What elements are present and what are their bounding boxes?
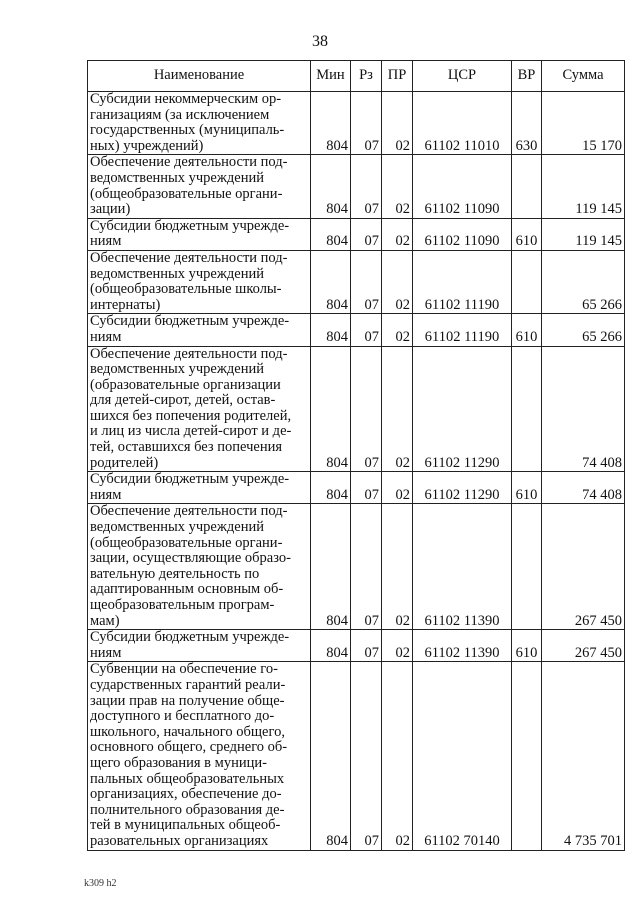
header-name: Наименование	[88, 61, 311, 92]
header-csr: ЦСР	[413, 61, 512, 92]
cell-name: Обеспечение деятельности под- ведомственных учреждений (образовательные организации для детей-сирот, детей, остав- шихся без попечения родителей, и лиц из числа детей-сирот и де- тей, оставшихся без попечения родителей)	[88, 346, 311, 472]
header-pr: ПР	[382, 61, 413, 92]
cell-name: Субсидии некоммерческим ор- ганизациям (за исключением государственных (муниципаль- ных) учреждений)	[88, 92, 311, 155]
footer-code: k309 h2	[84, 878, 117, 889]
cell-pr: 02	[382, 314, 413, 346]
cell-csr: 61102 11190	[413, 250, 512, 313]
cell-csr: 61102 11090	[413, 218, 512, 250]
cell-rz: 07	[351, 472, 382, 504]
cell-pr: 02	[382, 346, 413, 472]
cell-csr: 61102 11290	[413, 346, 512, 472]
cell-sum: 119 145	[542, 218, 625, 250]
cell-name: Субсидии бюджетным учрежде- ниям	[88, 314, 311, 346]
cell-rz: 07	[351, 218, 382, 250]
cell-name: Обеспечение деятельности под- ведомственных учреждений (общеобразовательные органи- зации, осуществляющие образо- вательную деятельность по адаптированным основным об- щеобразовательным програм- мам)	[88, 504, 311, 630]
cell-pr: 02	[382, 250, 413, 313]
cell-vr	[512, 155, 542, 218]
cell-csr: 61102 11010	[413, 92, 512, 155]
table-row	[88, 630, 625, 662]
cell-sum: 267 450	[542, 630, 625, 662]
table-row	[88, 346, 625, 472]
cell-min: 804	[311, 218, 351, 250]
cell-rz: 07	[351, 155, 382, 218]
cell-sum: 4 735 701	[542, 662, 625, 850]
cell-name: Субсидии бюджетным учрежде- ниям	[88, 218, 311, 250]
cell-vr: 610	[512, 630, 542, 662]
table-header-row	[88, 61, 625, 92]
cell-sum: 65 266	[542, 314, 625, 346]
cell-pr: 02	[382, 630, 413, 662]
cell-vr: 630	[512, 92, 542, 155]
header-rz: Рз	[351, 61, 382, 92]
cell-vr: 610	[512, 472, 542, 504]
cell-vr	[512, 504, 542, 630]
cell-rz: 07	[351, 630, 382, 662]
cell-vr	[512, 346, 542, 472]
cell-min: 804	[311, 630, 351, 662]
cell-pr: 02	[382, 155, 413, 218]
cell-name: Обеспечение деятельности под- ведомственных учреждений (общеобразовательные органи- зации)	[88, 155, 311, 218]
table-row	[88, 472, 625, 504]
cell-min: 804	[311, 662, 351, 850]
cell-vr: 610	[512, 218, 542, 250]
cell-rz: 07	[351, 346, 382, 472]
cell-pr: 02	[382, 218, 413, 250]
cell-pr: 02	[382, 92, 413, 155]
table-row	[88, 662, 625, 850]
table-row	[88, 314, 625, 346]
cell-sum: 119 145	[542, 155, 625, 218]
cell-csr: 61102 11190	[413, 314, 512, 346]
header-sum: Сумма	[542, 61, 625, 92]
cell-csr: 61102 11290	[413, 472, 512, 504]
budget-table	[87, 60, 625, 851]
cell-rz: 07	[351, 504, 382, 630]
cell-rz: 07	[351, 250, 382, 313]
cell-name: Субсидии бюджетным учрежде- ниям	[88, 630, 311, 662]
cell-csr: 61102 11390	[413, 630, 512, 662]
cell-csr: 61102 11390	[413, 504, 512, 630]
cell-min: 804	[311, 472, 351, 504]
cell-pr: 02	[382, 504, 413, 630]
cell-csr: 61102 70140	[413, 662, 512, 850]
cell-name: Обеспечение деятельности под- ведомственных учреждений (общеобразовательные школы- интернаты)	[88, 250, 311, 313]
cell-vr: 610	[512, 314, 542, 346]
header-min: Мин	[311, 61, 351, 92]
cell-pr: 02	[382, 472, 413, 504]
cell-min: 804	[311, 314, 351, 346]
cell-sum: 74 408	[542, 346, 625, 472]
cell-min: 804	[311, 250, 351, 313]
table-row	[88, 92, 625, 155]
cell-sum: 15 170	[542, 92, 625, 155]
table-row	[88, 250, 625, 313]
cell-pr: 02	[382, 662, 413, 850]
table-row	[88, 155, 625, 218]
header-vr: ВР	[512, 61, 542, 92]
cell-vr	[512, 250, 542, 313]
cell-sum: 65 266	[542, 250, 625, 313]
cell-rz: 07	[351, 662, 382, 850]
table-body	[88, 92, 625, 851]
cell-min: 804	[311, 92, 351, 155]
cell-min: 804	[311, 155, 351, 218]
cell-min: 804	[311, 504, 351, 630]
cell-rz: 07	[351, 314, 382, 346]
cell-vr	[512, 662, 542, 850]
table-row	[88, 218, 625, 250]
cell-min: 804	[311, 346, 351, 472]
cell-name: Субсидии бюджетным учрежде- ниям	[88, 472, 311, 504]
cell-name: Субвенции на обеспечение го- сударственных гарантий реали- зации прав на получение обще- доступного и бесплатного до- школьного, начального общего, основного общего, среднего об- щего образования в муници- пальных общеобразовательных организациях, обеспечение до- полнительного образования де- тей в муниципальных общеоб- разовательных организациях	[88, 662, 311, 850]
page-number: 38	[312, 33, 328, 50]
cell-rz: 07	[351, 92, 382, 155]
table-row	[88, 504, 625, 630]
cell-csr: 61102 11090	[413, 155, 512, 218]
cell-sum: 267 450	[542, 504, 625, 630]
cell-sum: 74 408	[542, 472, 625, 504]
